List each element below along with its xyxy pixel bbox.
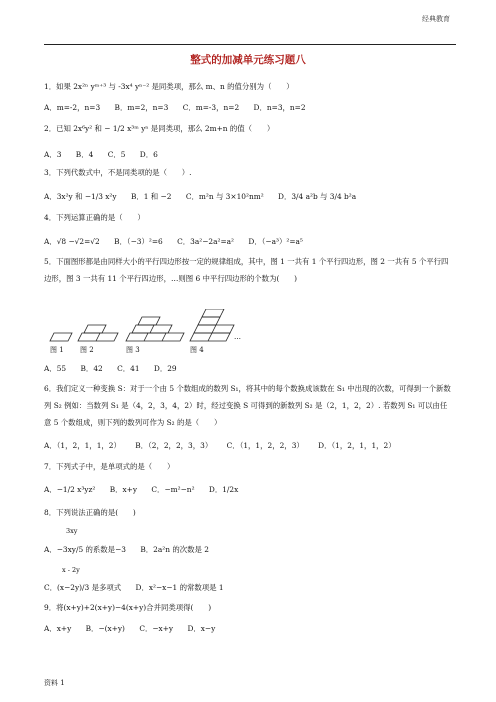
q9-option-c: C．−x+y <box>139 624 174 633</box>
q5-stem: 5．下面图形都是由同样大小的平行四边形按一定的规律组成，其中，图 1 一共有 1 个平行四边形，图 2 一共有 5 个平行四边形，图 3 一共有 11 个平行四边形，…则图 6 中平行四边形的个数为( ) <box>44 257 449 283</box>
q2-option-c: C．5 <box>107 150 126 159</box>
q2-options <box>44 150 170 160</box>
fig1-shape <box>50 333 72 341</box>
q6-stem: 6．我们定义一种变换 S：对于一个由 5 个数组成的数列 S₁，将其中的每个数换成该数在 S₁ 中出现的次数，可得到一个新数列 S₂ 例如：当数列 S₁ 是（4，2，3，4，2）时，经过变换 S 可得到的新数列 S₂ 是（2，1，2，2）. 若数列 S₁ 可以由任意 5 个数组成，则下列的数列可作为 S₂ 的是（ ） <box>44 384 451 427</box>
q6-option-a: A．（1，2，1，1，2） <box>44 441 121 450</box>
q8-a-numerator: 3xy <box>66 527 78 535</box>
parallelogram-figures <box>44 309 244 345</box>
q6-options <box>44 441 408 451</box>
q6-option-c: C．（1，1，2，2，3） <box>226 441 304 450</box>
q4-stem: 4．下列运算正确的是（ ） <box>44 213 145 222</box>
q7-stem: 7．下列式子中，是单项式的是（ ） <box>44 462 175 471</box>
q8-options-cd <box>44 583 236 593</box>
q7-options <box>44 485 250 495</box>
q5-option-c: C．41 <box>117 364 140 373</box>
header-rule <box>44 44 456 45</box>
q9-option-d: D．x−y <box>187 624 216 633</box>
q3-options <box>44 192 368 202</box>
q5-option-a: A．55 <box>44 364 67 373</box>
q4-option-d: D．（−a³）²=a⁵ <box>248 237 303 246</box>
q1-option-b: B．m=2，n=3 <box>114 103 169 112</box>
q5-option-d: D．29 <box>153 364 177 373</box>
q2-option-b: B．4 <box>75 150 94 159</box>
q7-option-d: D．1/2x <box>208 485 239 494</box>
q2-option-a: A．3 <box>44 150 62 159</box>
q6-option-b: B．（2，2，2，3，3） <box>135 441 213 450</box>
q8-c-numerator: x - 2y <box>62 566 80 574</box>
q3-stem: 3．下列代数式中，不是同类项的是（ ）. <box>44 168 192 177</box>
q4-options <box>44 237 315 247</box>
q5-options <box>44 364 189 374</box>
q8-option-d: D．x²−x−1 的常数项是 1 <box>135 583 224 592</box>
q7-option-b: B．x+y <box>109 485 138 494</box>
q8-option-b: B．2a²n 的次数是 2 <box>140 545 209 554</box>
q3-option-d: D．3/4 a²b 与 3/4 b²a <box>278 192 357 201</box>
q1-stem: 1．如果 2x²ⁿ yᵐ⁺³ 与 -3x⁴ yⁿ⁻² 是同类项，那么 m、n 的值分别为（ ） <box>44 82 294 91</box>
q8-stem: 8．下列说法正确的是( ) <box>44 508 136 517</box>
fig-label-4: 图 4 <box>190 346 204 354</box>
q6-option-d: D．（1，2，1，1，2） <box>318 441 396 450</box>
q9-option-a: A．x+y <box>44 624 72 633</box>
fig-ellipsis: … <box>234 333 241 341</box>
q4-option-a: A．√8 −√2=√2 <box>44 237 100 246</box>
fig-label-1: 图 1 <box>50 346 64 354</box>
page-footer: 资料 1 <box>44 679 65 687</box>
q2-stem: 2．已知 2x⁶y² 和 − 1/2 x³ᵐ yⁿ 是同类项，那么 2m+n 的值（ ） <box>44 124 275 133</box>
q1-option-d: D．n=3，n=2 <box>253 103 306 112</box>
fig3-shape <box>126 333 184 341</box>
q3-option-b: B．1 和 −2 <box>130 192 172 201</box>
q8-option-a: A．−3xy/5 的系数是−3 <box>44 545 126 554</box>
fig-label-2: 图 2 <box>80 346 94 354</box>
q9-options <box>44 624 227 634</box>
header-brand: 经典教育 <box>422 15 450 23</box>
q3-option-a: A．3x²y 和 −1/3 x²y <box>44 192 117 201</box>
q7-option-c: C．−m²−n² <box>151 485 195 494</box>
fig-label-3: 图 3 <box>126 346 140 354</box>
q9-stem: 9．将(x+y)+2(x+y)−4(x+y)合并同类项得( ) <box>44 603 212 612</box>
q4-option-b: B．（−3）²=6 <box>114 237 163 246</box>
q3-option-c: C．m²n 与 3×10²nm² <box>185 192 264 201</box>
q2-option-d: D．6 <box>139 150 158 159</box>
q1-option-c: C．m=-3，n=2 <box>182 103 240 112</box>
q8-options-ab <box>44 545 221 555</box>
q9-option-b: B．−(x+y) <box>85 624 125 633</box>
q1-option-a: A．m=-2，n=3 <box>44 103 101 112</box>
q5-option-b: B．42 <box>80 364 103 373</box>
q7-option-a: A．−1/2 x³yz² <box>44 485 96 494</box>
q8-option-c: C．(x−2y)/3 是多项式 <box>44 583 122 592</box>
page-title: 整式的加减单元练习题八 <box>190 54 306 66</box>
q1-options <box>44 103 318 113</box>
q4-option-c: C．3a²−2a²=a² <box>177 237 235 246</box>
